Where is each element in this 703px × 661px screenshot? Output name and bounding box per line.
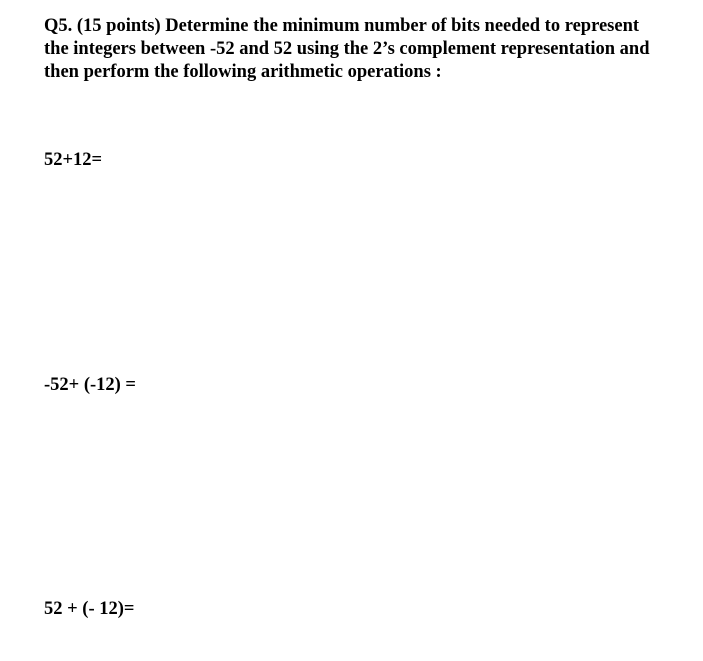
problem-2: -52+ (-12) = bbox=[44, 375, 136, 395]
problem-3: 52 + (- 12)= bbox=[44, 599, 135, 619]
question-line: then perform the following arithmetic operations : bbox=[44, 62, 442, 82]
problem-1: 52+12= bbox=[44, 150, 103, 170]
question-text bbox=[44, 15, 674, 84]
question-line: Q5. (15 points) Determine the minimum number of bits needed to represent bbox=[44, 16, 640, 36]
question-line: the integers between -52 and 52 using the 2’s complement representation and bbox=[44, 39, 650, 59]
